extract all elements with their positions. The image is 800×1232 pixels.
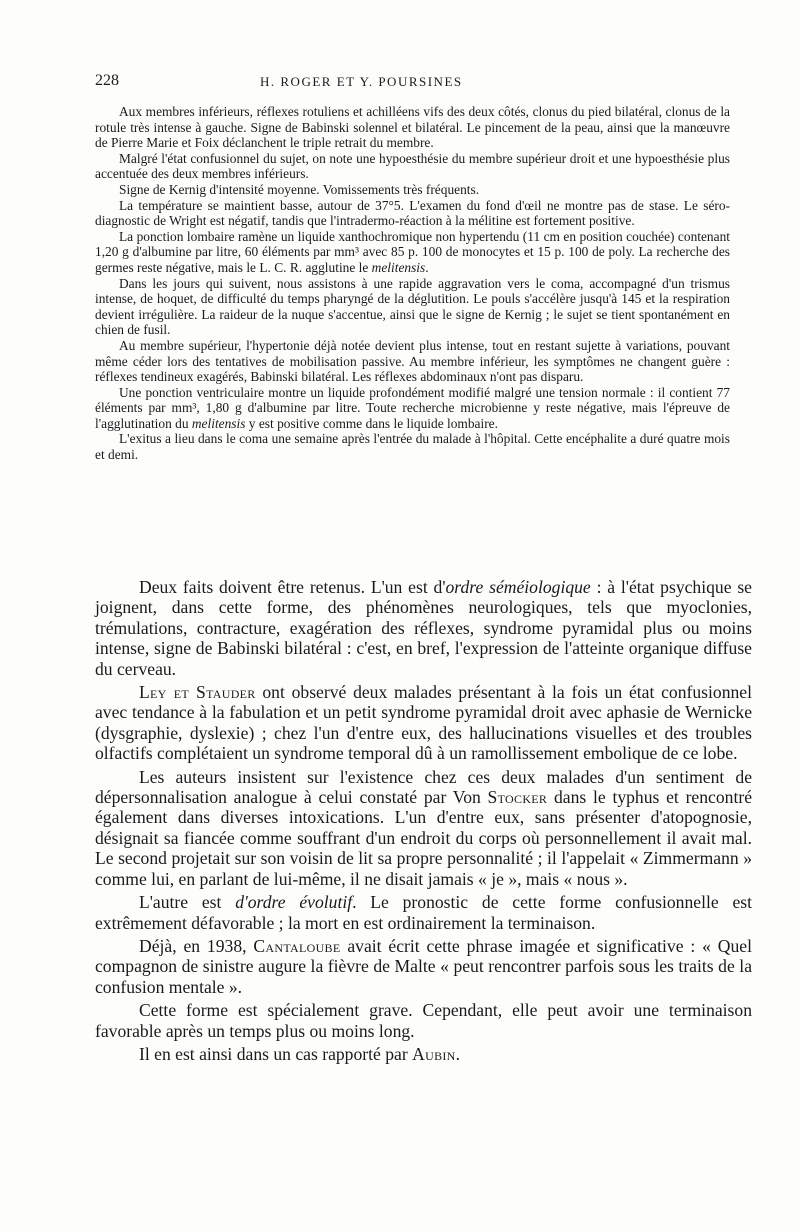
italic-term: d'ordre évolutif xyxy=(235,892,353,913)
text-run: . Le pronostic de cette forme confusionnelle est extrêmement défavorable ; la mort en est ordinairement la terminaison. xyxy=(95,892,752,933)
text-run: . xyxy=(425,259,429,275)
case-report-block xyxy=(95,104,730,463)
case-paragraph: Au membre supérieur, l'hypertonie déjà notée devient plus intense, tout en restant sujette à variations, pouvant même céder lors des tentatives de mobilisation passive. Au membre inférieur, les symptômes ne changent guère : réflexes tendineux exagérés, Babinski bilatéral. Les réflexes abdominaux n'ont pas disparu. xyxy=(95,337,730,385)
page-header xyxy=(95,72,718,94)
author-name: Ley et Stauder xyxy=(139,682,256,703)
text-run: Il en est ainsi dans un cas rapporté par xyxy=(139,1043,413,1064)
case-paragraph xyxy=(95,229,730,276)
page-number: 228 xyxy=(95,72,119,89)
text-run: Les auteurs insistent sur l'existence chez ces deux malades d'un sentiment de dépersonnalisation analogue à celui constaté par Von xyxy=(95,766,752,808)
case-paragraph: Dans les jours qui suivent, nous assistons à une rapide aggravation vers le coma, accompagné d'un trismus intense, de hoquet, de difficulté du temps pharyngé de la déglutition. Le pouls s'accélère jusqu'à 145 et la respiration devient irrégulière. La raideur de la nuque s'accentue, ainsi que le signe de Kernig ; le sujet se tient spontanément en chien de fusil. xyxy=(95,275,730,338)
text-run: La ponction lombaire ramène un liquide xanthochromique non hypertendu (11 cm en position couchée) contenant 1,20 g d'albumine par litre, 60 éléments par mm³ avec 85 p. 100 de monocytes et 15 p. 100 de poly. La recherche des germes reste négative, mais le L. C. R. agglutine le xyxy=(95,228,730,275)
case-paragraph: Signe de Kernig d'intensité moyenne. Vomissements très fréquents. xyxy=(119,181,480,197)
author-name: Cantaloube xyxy=(253,935,341,956)
text-run: Déjà, en 1938, xyxy=(139,935,254,956)
body-paragraph xyxy=(95,577,752,679)
body-paragraph xyxy=(95,682,752,764)
running-head: H. ROGER ET Y. POURSINES xyxy=(260,74,463,89)
case-paragraph: La température se maintient basse, autour de 37°5. L'examen du fond d'œil ne montre pas de stase. Le séro-diagnostic de Wright est négatif, tandis que l'intradermo-réaction à la mélitine est fortement positive. xyxy=(95,197,730,229)
author-name: Aubin xyxy=(412,1043,456,1064)
case-paragraph: L'exitus a lieu dans le coma une semaine après l'entrée du malade à l'hôpital. Cette encéphalite a duré quatre mois et demi. xyxy=(95,431,730,463)
italic-term: ordre séméiologique xyxy=(445,577,591,597)
text-run: L'autre est xyxy=(139,892,236,913)
case-paragraph xyxy=(95,385,730,432)
discussion-block xyxy=(95,577,752,1064)
case-paragraph: Aux membres inférieurs, réflexes rotuliens et achilléens vifs des deux côtés, clonus du pied bilatéral, clonus de la rotule très intense à gauche. Signe de Babinski solennel et bilatéral. Le pincement de la peau, ainsi que la manœuvre de Pierre Marie et Foix déclanchent le triple retrait du membre. xyxy=(95,104,730,151)
text-run: y est positive comme dans le liquide lombaire. xyxy=(245,415,498,431)
body-paragraph xyxy=(95,936,752,997)
text-run: avait écrit cette phrase imagée et significative : « Quel compagnon de sinistre augure la fièvre de Malte « peut rencontrer parfois sous les traits de la confusion mentale ». xyxy=(95,935,752,997)
text-run: : à l'état psychique se joignent, dans cette forme, des phénomènes neurologiques, tels que myoclonies, trémulations, contracture, exagération des réflexes, syndrome pyramidal plus ou moins intense, signe de Babinski bilatéral : c'est, en bref, l'expression de l'atteinte organique diffuse du cerveau. xyxy=(95,577,752,679)
text-run: . xyxy=(455,1043,461,1064)
italic-term: melitensis xyxy=(191,415,246,431)
text-run: Une ponction ventriculaire montre un liquide profondément modifié malgré une tension normale : il contient 77 éléments par mm³, 1,80 g d'albumine par litre. Toute recherche microbienne y reste négative, mais l'épreuve de l'agglutination du xyxy=(95,384,730,431)
case-paragraph: Malgré l'état confusionnel du sujet, on note une hypoesthésie du membre supérieur droit et une hypoesthésie plus accentuée des deux membres inférieurs. xyxy=(95,150,730,182)
italic-term: melitensis xyxy=(371,259,426,275)
text-run: dans le typhus et rencontré également dans diverses intoxications. L'un d'entre eux, sans présenter d'atopognosie, désignait sa fiancée comme souffrant d'un endroit du corps où personnellement il avait mal. Le second projetait sur son voisin de lit sa propre personnalité ; il l'appelait « Zimmermann » comme lui, en parlant de lui-même, il ne disait jamais « je », mais « nous ». xyxy=(95,787,752,889)
body-paragraph: Cette forme est spécialement grave. Cependant, elle peut avoir une terminaison favorable après un temps plus ou moins long. xyxy=(95,1000,752,1041)
body-paragraph xyxy=(95,892,752,933)
author-name: Stocker xyxy=(487,787,548,808)
text-run: ont observé deux malades présentant à la fois un état confusionnel avec tendance à la fabulation et un petit syndrome pyramidal droit avec aphasie de Wernicke (dysgraphie, dyslexie) ; chez l'un d'entre eux, des hallucinations visuelles et des troubles olfactifs complétaient un syndrome temporal dû à un ramollissement embolique de ce lobe. xyxy=(95,682,752,764)
body-paragraph xyxy=(95,1044,752,1064)
text-run: Deux faits doivent être retenus. L'un est d' xyxy=(139,577,446,597)
body-paragraph xyxy=(95,767,752,889)
